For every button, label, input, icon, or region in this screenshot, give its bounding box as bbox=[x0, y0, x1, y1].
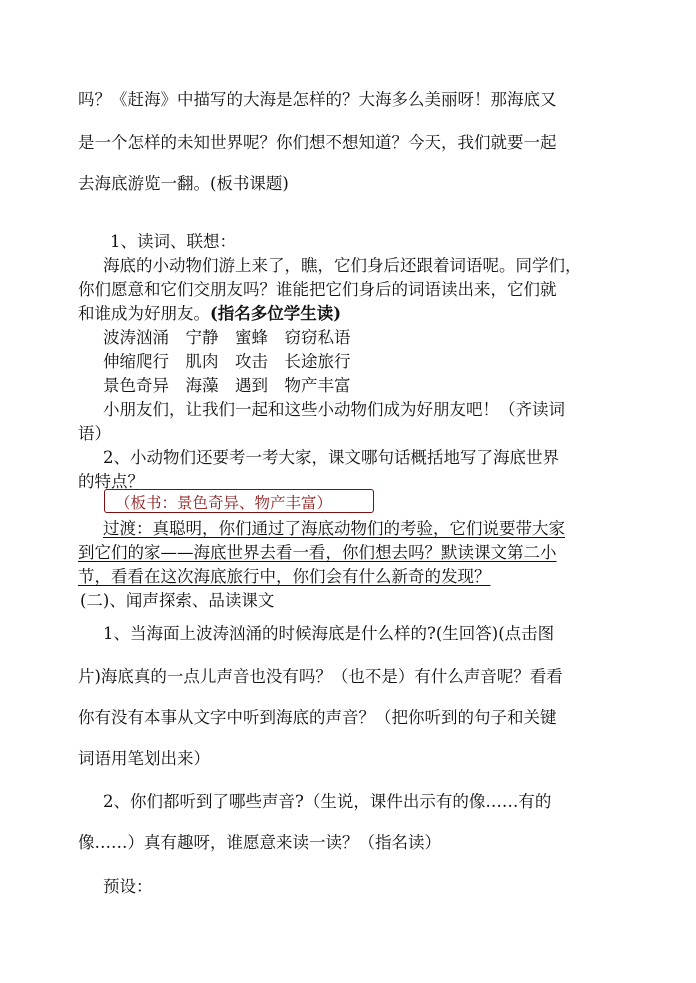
part-2-item-1-line-1: 1、当海面上波涛汹涌的时候海底是什么样的?(生回答)(点击图 bbox=[103, 624, 555, 643]
intro-line-2: 是一个怎样的未知世界呢？你们想不想知道？今天，我们就要一起 bbox=[78, 133, 557, 152]
word-row-2: 伸缩爬行 肌肉 攻击 长途旅行 bbox=[103, 352, 351, 371]
part-2-item-1-line-2: 片)海底真的一点儿声音也没有吗？（也不是）有什么声音呢？看看 bbox=[78, 667, 563, 686]
section-2-question-line-1: 2、小动物们还要考一考大家，课文哪句话概括地写了海底世界 bbox=[103, 448, 559, 467]
part-2-item-2-line-2: 像……）真有趣呀，谁愿意来读一读？（指名读） bbox=[78, 833, 441, 852]
blackboard-note-text: （板书：景色奇异、物产丰富） bbox=[115, 494, 333, 512]
intro-line-1: 吗？《赶海》中描写的大海是怎样的？大海多么美丽呀！那海底又 bbox=[78, 90, 557, 109]
section-1-para-line-2: 你们愿意和它们交朋友吗？谁能把它们身后的词语读出来，它们就 bbox=[78, 280, 557, 299]
section-1-para-line-3 bbox=[78, 300, 341, 324]
transition-line-2: 到它们的家——海底世界去看一看，你们想去吗？默读课文第二小 bbox=[78, 543, 557, 562]
section-2-question-line-2: 的特点？ bbox=[78, 472, 144, 491]
intro-line-3: 去海底游览一翻。(板书课题) bbox=[78, 174, 289, 193]
word-row-3: 景色奇异 海藻 遇到 物产丰富 bbox=[103, 376, 351, 395]
transition-line-3: 节，看看在这次海底旅行中，你们会有什么新奇的发现？ bbox=[78, 567, 491, 586]
part-2-item-1-line-4: 词语用笔划出来） bbox=[78, 749, 210, 768]
part-2-title: (二)、闻声探索、品读课文 bbox=[80, 591, 275, 610]
section-1-closing-line-1: 小朋友们，让我们一起和这些小动物们成为好朋友吧！（齐读词 bbox=[103, 400, 565, 419]
preset-label: 预设： bbox=[103, 877, 153, 896]
section-1-para-bold: (指名多位学生读) bbox=[210, 304, 342, 323]
blackboard-note-box bbox=[104, 489, 374, 513]
section-1-closing-line-2: 语） bbox=[78, 424, 111, 443]
part-2-item-2-line-1: 2、你们都听到了哪些声音?（生说，课件出示有的像……有的 bbox=[103, 792, 552, 811]
section-1-para-text: 和谁成为好朋友。 bbox=[78, 304, 210, 323]
transition-line-1: 过渡：真聪明，你们通过了海底动物们的考验，它们说要带大家 bbox=[103, 519, 565, 538]
section-1-title: 1、读词、联想： bbox=[110, 232, 236, 251]
section-1-para-line-1: 海底的小动物们游上来了，瞧，它们身后还跟着词语呢。同学们， bbox=[103, 256, 582, 275]
word-row-1: 波涛汹涌 宁静 蜜蜂 窃窃私语 bbox=[103, 328, 351, 347]
part-2-item-1-line-3: 你有没有本事从文字中听到海底的声音？（把你听到的句子和关键 bbox=[78, 708, 557, 727]
